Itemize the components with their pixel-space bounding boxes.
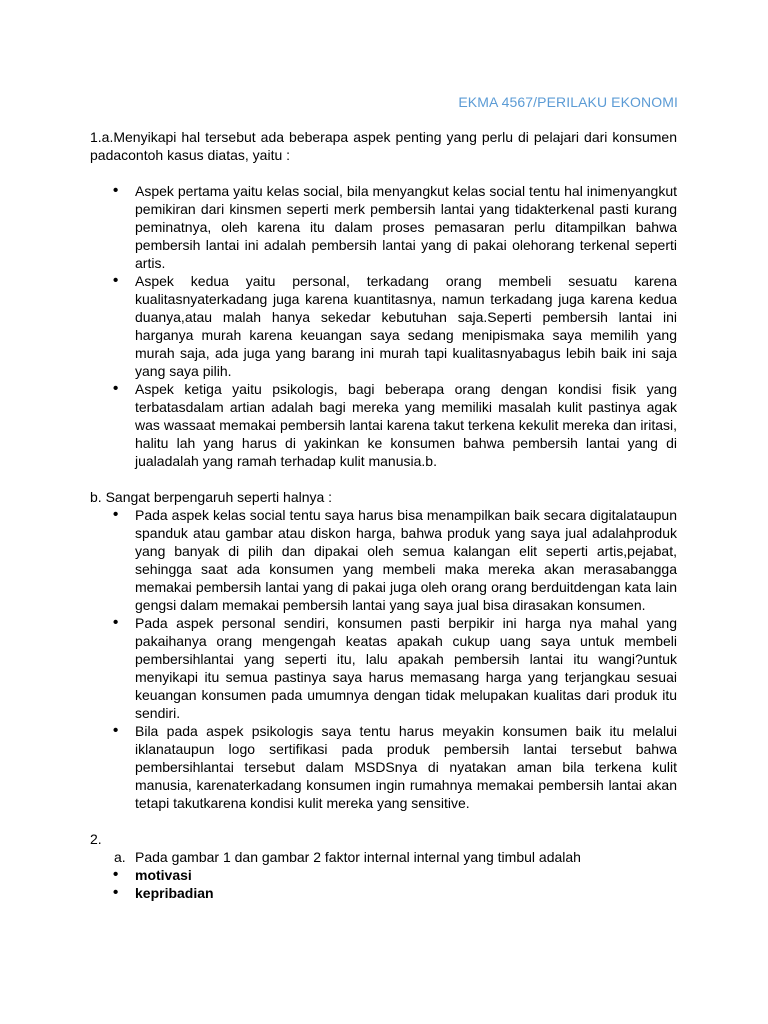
q1b-intro: b. Sangat berpengaruh seperti halnya :	[90, 489, 333, 505]
list-item: • Aspek kedua yaitu personal, terkadang orang membeli sesuatu karena kualitasnyaterkadang juga karena kuantitasnya, namun terkadang juga karena kedua duanya,atau malah hanya sekedar kebutuhan saja.Seperti pembersih lantai ini harganya murah karena keuangan saya sedang menipismaka saya memilih yang murah saja, ada juga yang barang ini murah tapi kualitasnyabagus lebih baik ini saja yang saya pilih.	[135, 272, 677, 380]
list-item: • Pada aspek personal sendiri, konsumen pasti berpikir ini harga nya mahal yang pakaihanya orang mengengah keatas apakah cukup uang saya untuk membeli pembersihlantai yang seperti itu, lalu apakah pembersih lantai itu wangi?untuk menyikapi itu semua pastinya saya harus memasang harga yang terjangkau sesuai keuangan konsumen pada umumnya dengan tidak melupakan kualitas dari produk itu sendiri.	[135, 614, 677, 722]
course-header: EKMA 4567/PERILAKU EKONOMI	[458, 94, 678, 110]
list-item: • Aspek pertama yaitu kelas social, bila menyangkut kelas social tentu hal inimenyangkut pemikiran dari kinsmen seperti merk pembersih lantai yang tidakterkenal pasti kurang peminatnya, oleh karena itu dalam proses pemasaran perlu ditampilkan bahwa pembersih lantai ini adalah pembersih lantai yang di pakai olehorang terkenal seperti artis.	[135, 182, 677, 272]
q1b-list	[90, 506, 677, 812]
list-item: • Bila pada aspek psikologis saya tentu harus meyakin konsumen baik itu melalui iklanataupun logo sertifikasi pada produk pembersih lantai tersebut bahwa pembersihlantai tersebut dalam MSDSnya di nyatakan aman bila terkena kulit manusia, karenaterkadang konsumen ingin rumahnya memakai pembersih lantai akan tetapi takutkarena kondisi kulit mereka yang sensitive.	[135, 722, 677, 812]
list-item: • kepribadian	[135, 884, 677, 902]
q2a-text: Pada gambar 1 dan gambar 2 faktor internal internal yang timbul adalah	[135, 849, 581, 865]
document-body	[90, 128, 677, 902]
list-item	[114, 848, 677, 866]
q2-bold-list	[90, 866, 677, 902]
list-item: • Pada aspek kelas social tentu saya harus bisa menampilkan baik secara digitalataupun spanduk atau gambar atau diskon harga, bahwa produk yang saya jual adalahproduk yang banyak di pilih dan dipakai oleh semua kalangan elit seperti artis,pejabat, sehingga saat ada konsumen yang membeli maka mereka akan merasabangga memakai pembersih lantai yang di pakai juga oleh orang orang berduitdengan kata lain gengsi dalam memakai pembersih lantai yang saya jual bisa dirasakan konsumen.	[135, 506, 677, 614]
q2-number: 2.	[90, 831, 102, 847]
q1a-list	[90, 182, 677, 470]
q2-list	[90, 848, 677, 866]
list-marker: a.	[114, 849, 126, 865]
list-item: • Aspek ketiga yaitu psikologis, bagi beberapa orang dengan kondisi fisik yang terbatasdalam artian adalah bagi mereka yang memiliki masalah kulit pastinya agak was wassaat memakai pembersih lantai karena takut terkena kekulit mereka dan iritasi, halitu lah yang harus di yakinkan ke konsumen bahwa pembersih lantai yang di jualadalah yang ramah terhadap kulit manusia.b.	[135, 380, 677, 470]
list-item: • motivasi	[135, 866, 677, 884]
q1a-intro: 1.a.Menyikapi hal tersebut ada beberapa aspek penting yang perlu di pelajari dari konsumen padacontoh kasus diatas, yaitu :	[90, 129, 677, 163]
